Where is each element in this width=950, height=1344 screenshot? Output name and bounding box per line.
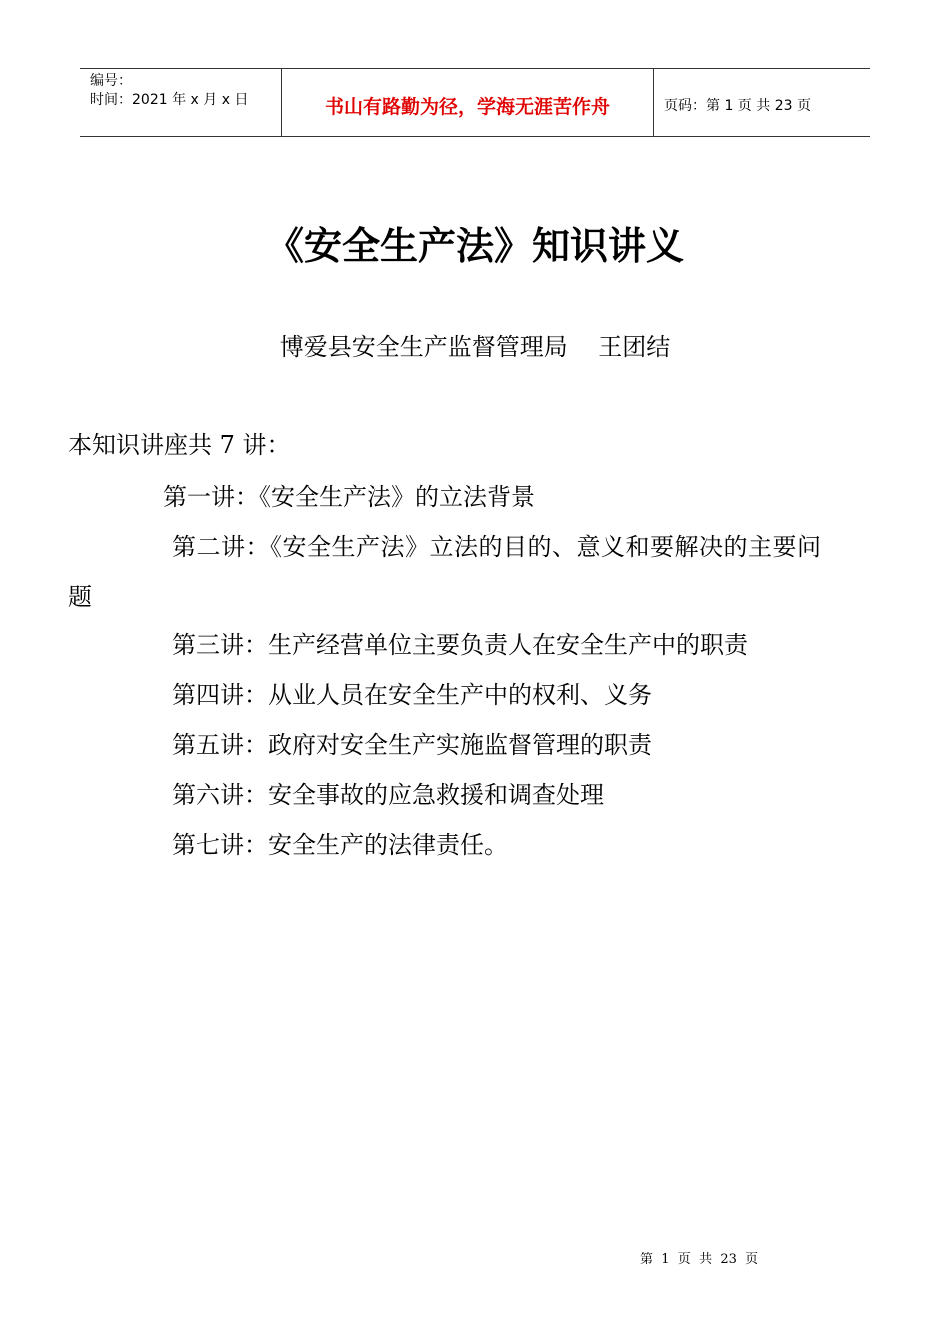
lecture-item-5: 第五讲：政府对安全生产实施监督管理的职责 [172, 731, 652, 759]
lecture-item-7: 第七讲：安全生产的法律责任。 [172, 831, 508, 859]
number-label: 编号： [90, 73, 132, 89]
document-header [80, 68, 870, 137]
header-meta [80, 69, 281, 136]
lecture-item-6: 第六讲：安全事故的应急救援和调查处理 [172, 781, 604, 809]
header-motto: 书山有路勤为径，学海无涯苦作舟 [281, 69, 654, 136]
page-title: 《安全生产法》知识讲义 [265, 224, 684, 268]
author-line: 博爱县安全生产监督管理局 王团结 [279, 333, 671, 361]
lecture-item-2: 第二讲：《安全生产法》立法的目的、意义和要解决的主要问 [172, 533, 822, 561]
lecture-item-1: 第一讲：《安全生产法》的立法背景 [163, 483, 535, 511]
time-label: 时间：2021 年 x 月 x 日 [90, 92, 249, 108]
lecture-item-4: 第四讲：从业人员在安全生产中的权利、义务 [172, 681, 652, 709]
header-page-info: 页码：第 1 页 共 23 页 [664, 97, 811, 114]
intro-text: 本知识讲座共 7 讲： [68, 431, 291, 459]
page-footer: 第 1 页 共 23 页 [640, 1252, 759, 1267]
lecture-item-3: 第三讲：生产经营单位主要负责人在安全生产中的职责 [172, 631, 748, 659]
lecture-item-2-continued: 题 [68, 583, 92, 611]
